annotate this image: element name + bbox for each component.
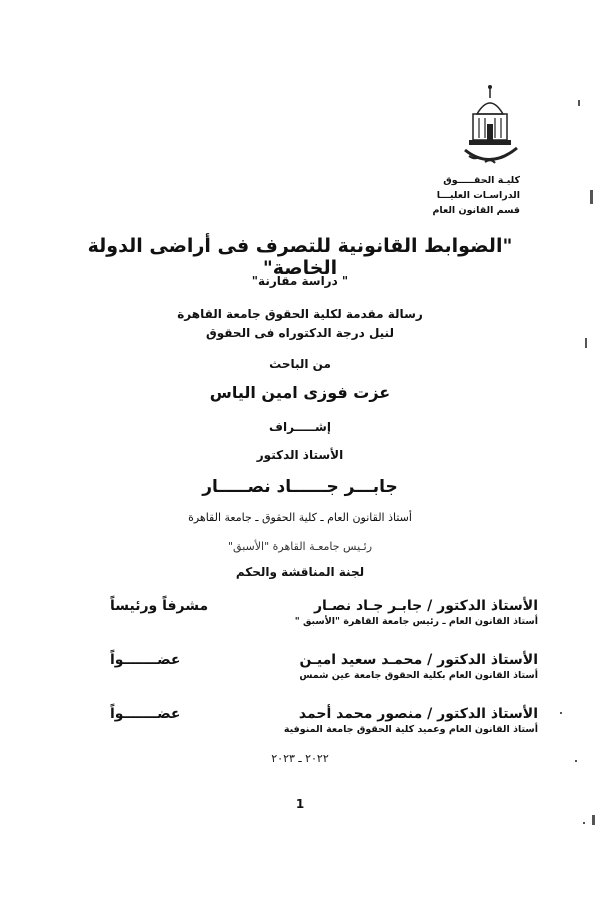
scan-speck: [585, 338, 587, 348]
committee-member: [218, 652, 538, 681]
researcher-name: عزت فوزى امين الياس: [209, 383, 391, 402]
scan-speck: [560, 712, 562, 714]
faculty-header: [420, 173, 520, 218]
scan-speck: [575, 760, 577, 762]
department-name: قسم القانون العام: [432, 205, 520, 216]
member-description: أستاذ القانون العام بكلية الحقوق جامعة عين شمس: [299, 670, 538, 681]
member-name: الأستاذ الدكتور / محمـد سعيد اميـن: [299, 652, 538, 668]
scan-speck: [590, 190, 593, 204]
cairo-university-logo-icon: [455, 78, 525, 168]
committee-member: [218, 706, 538, 735]
committee-member: [218, 598, 538, 627]
member-name: الأستاذ الدكتور / منصور محمد أحمد: [298, 706, 538, 722]
graduate-studies: الدراسـات العليـــا: [436, 190, 520, 201]
member-name: الأستاذ الدكتور / جابـر جـاد نصـار: [313, 598, 538, 614]
member-description: أستاذ القانون العام ـ رئيس جامعة القاهرة "الأسبق ": [294, 616, 538, 627]
member-role: عضـــــــواً: [110, 652, 181, 668]
thesis-submission-line: رسالة مقدمة لكلية الحقوق جامعة القاهرة: [177, 307, 423, 321]
member-role: عضـــــــواً: [110, 706, 181, 722]
member-description: أستاذ القانون العام وعميد كلية الحقوق جامعة المنوفية: [283, 724, 538, 735]
faculty-name: كليـة الحقـــــوق: [443, 175, 520, 186]
scan-speck: [583, 822, 585, 824]
thesis-subtitle: " دراسة مقارنة": [251, 274, 349, 288]
supervisor-name: جابـــر جــــــاد نصـــــار: [202, 477, 398, 497]
page-number: 1: [295, 797, 305, 811]
scan-speck: [592, 815, 595, 825]
member-role: مشرفاً ورئيساً: [110, 598, 209, 614]
committee-label: لجنة المناقشة والحكم: [235, 565, 365, 579]
professor-label: الأستاذ الدكتور: [256, 448, 344, 462]
researcher-label: من الباحث: [269, 357, 331, 371]
supervision-label: إشـــــراف: [269, 420, 331, 434]
thesis-degree-line: لنيل درجة الدكتوراه فى الحقوق: [206, 326, 394, 340]
thesis-title: "الضوابط القانونية للتصرف فى أراضى الدولة الخاصة": [87, 235, 513, 279]
scan-speck: [578, 100, 580, 106]
supervisor-role: رئـيس جامعـة القاهرة "الأسبق": [227, 540, 372, 553]
academic-year: ٢٠٢٢ ـ ٢٠٢٣: [271, 752, 329, 765]
supervisor-title: أستاذ القانون العام ـ كلية الحقوق ـ جامعة القاهرة: [188, 511, 412, 524]
